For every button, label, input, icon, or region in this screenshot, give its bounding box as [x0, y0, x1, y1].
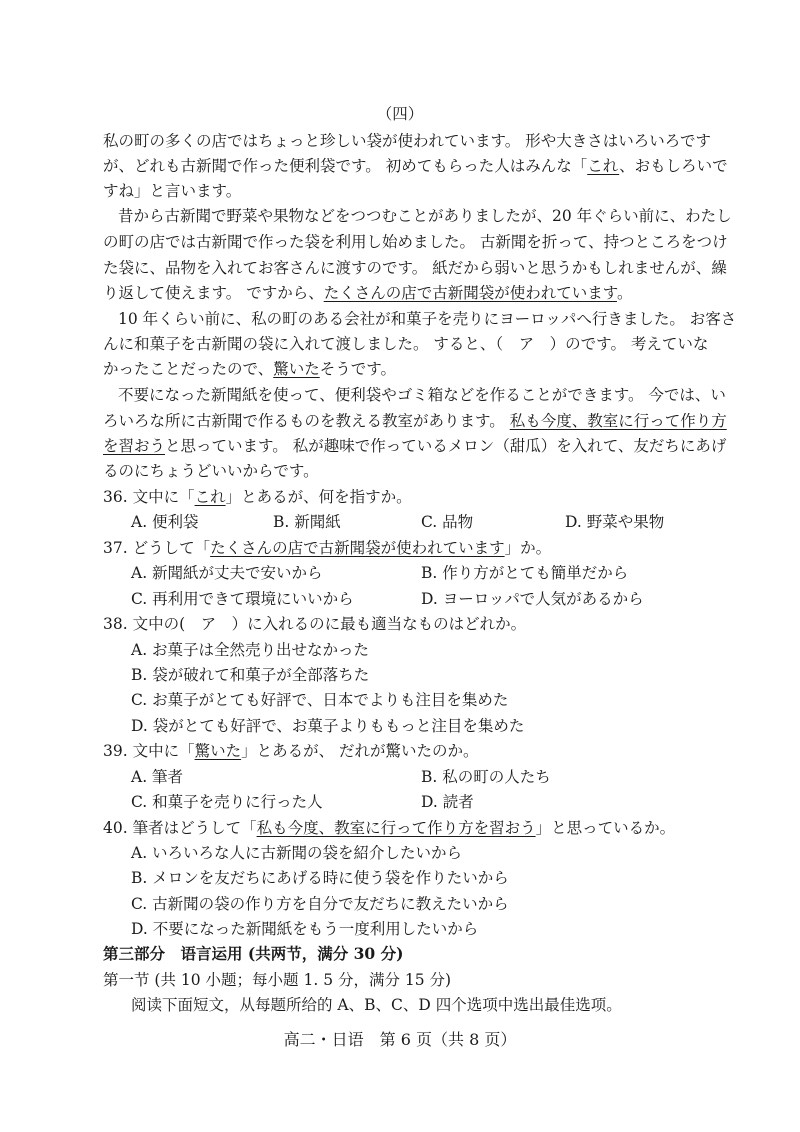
- option-a: A. いろいろな人に古新聞の袋を紹介したいから: [131, 844, 463, 862]
- page-footer: 高二・日语 第 6 页（共 8 页）: [283, 1030, 517, 1049]
- option-d: D. ヨーロッパで人気があるから: [421, 590, 644, 608]
- question-40: 40. 筆者はどうして「私も今度、教室に行って作り方を習おう」と思っているか。: [103, 819, 676, 837]
- passage-line: 10 年くらい前に、私の町のある会社が和菓子を売りにヨーロッパへ行きました。 お客さ: [118, 310, 737, 328]
- option-c: C. 再利用できて環境にいいから: [131, 590, 354, 608]
- passage-line: が、どれも古新聞で作った便利袋です。 初めてもらった人はみんな「これ、おもしろいで: [103, 157, 728, 175]
- underline-watashimo: 私も今度、教室に行って作り方: [509, 412, 727, 430]
- underline-kore: これ: [587, 157, 620, 175]
- option-b: B. 新聞紙: [273, 513, 341, 531]
- underline-odoroita: 驚いた: [273, 360, 320, 378]
- underline-naraou: を習おう: [103, 437, 166, 455]
- option-b: B. 作り方がとても簡単だから: [421, 564, 629, 582]
- option-d: D. 読者: [421, 793, 474, 811]
- option-c: C. 品物: [421, 513, 474, 531]
- option-d: D. 野菜や果物: [565, 513, 665, 531]
- passage-line: んに和菓子を古新聞の袋に入れて渡しました。 すると、（ ア ）のです。 考えていな: [103, 335, 709, 353]
- question-36: 36. 文中に「これ」とあるが、何を指すか。: [103, 488, 412, 506]
- instruction-text: 阅读下面短文，从每题所给的 A、B、C、D 四个选项中选出最佳选项。: [131, 996, 622, 1014]
- passage-line: 私の町の多くの店ではちょっと珍しい袋が使われています。 形や大きさはいろいろです: [103, 132, 712, 150]
- section1-heading: 第一节 (共 10 小题；每小题 1. 5 分，满分 15 分): [103, 971, 452, 989]
- question-38: 38. 文中の( ア ）に入れるのに最も適当なものはどれか。: [103, 615, 527, 633]
- option-b: B. メロンを友だちにあげる時に使う袋を作りたいから: [131, 869, 509, 887]
- part3-heading: 第三部分 语言运用 (共两节，满分 30 分): [103, 944, 404, 963]
- option-a: A. 筆者: [131, 768, 184, 786]
- option-b: B. 私の町の人たち: [421, 768, 551, 786]
- passage-line: ろいろな所に古新聞で作るものを教える教室があります。 私も今度、教室に行って作り方: [103, 412, 727, 430]
- passage-line: を習おうと思っています。 私が趣味で作っているメロン（甜瓜）を入れて、友だちにあげ: [103, 437, 727, 455]
- option-c: C. お菓子がとても好評で、日本でよりも注目を集めた: [131, 691, 509, 709]
- passage-line: の町の店では古新聞で作った袋を利用し始めました。 古新聞を折って、持つところをつけ: [103, 233, 728, 251]
- passage-line: かったことだったので、驚いたそうです。: [103, 360, 396, 378]
- option-a: A. 便利袋: [131, 513, 199, 531]
- question-39: 39. 文中に「驚いた」とあるが、 だれが驚いたのか。: [103, 742, 479, 760]
- passage-line: すね」と言います。: [103, 182, 242, 200]
- passage-line: 不要になった新聞紙を使って、便利袋やゴミ箱などを作ることができます。 今では、い: [118, 386, 726, 404]
- underline-takusan: たくさんの店で古新聞袋が使われています: [323, 284, 617, 302]
- option-d: D. 不要になった新聞紙をもう一度利用したいから: [131, 920, 479, 938]
- passage-line: り返して使えます。 ですから、たくさんの店で古新聞袋が使われています。: [103, 284, 633, 302]
- section-title: （四）: [376, 105, 424, 123]
- passage-line: るのにちょうどいいからです。: [103, 462, 319, 480]
- option-d: D. 袋がとても好評で、お菓子よりももっと注目を集めた: [131, 717, 525, 735]
- question-37: 37. どうして「たくさんの店で古新聞袋が使われています」か。: [103, 539, 552, 557]
- option-a: A. お菓子は全然売り出せなかった: [131, 641, 370, 659]
- option-a: A. 新聞紙が丈夫で安いから: [131, 564, 323, 582]
- passage-line: た袋に、品物を入れてお客さんに渡すのです。 紙だから弱いと思うかもしれませんが、繰: [103, 259, 727, 277]
- option-c: C. 和菓子を売りに行った人: [131, 793, 323, 811]
- passage-line: 昔から古新聞で野菜や果物などをつつむことがありましたが、20 年ぐらい前に、わたし: [118, 207, 732, 225]
- option-c: C. 古新聞の袋の作り方を自分で友だちに教えたいから: [131, 895, 509, 913]
- option-b: B. 袋が破れて和菓子が全部落ちた: [131, 666, 370, 684]
